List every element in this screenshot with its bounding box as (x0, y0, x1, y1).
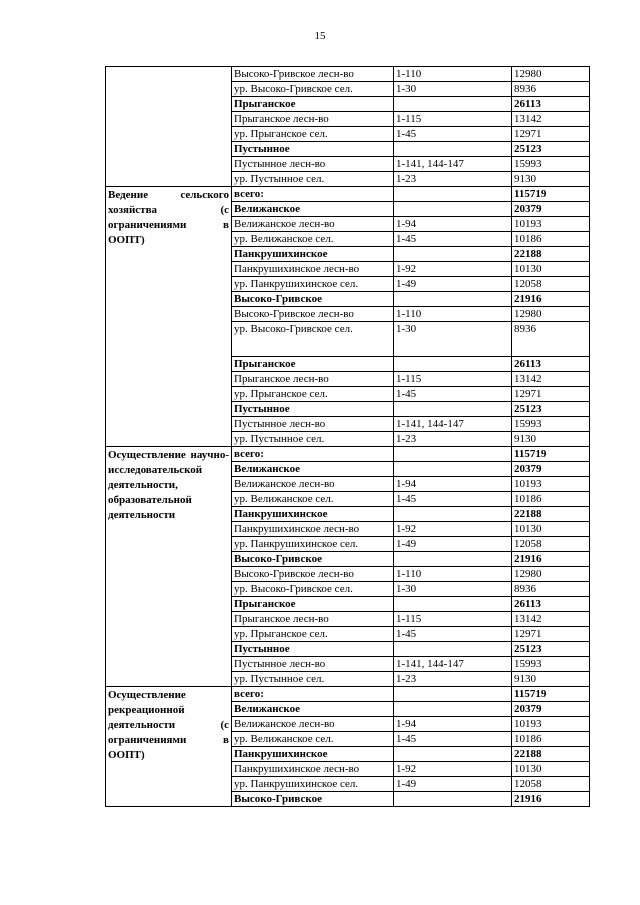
area-cell: 10193 (512, 477, 590, 492)
quarters-cell: 1-110 (394, 567, 512, 582)
territory-name-cell: Прыганское лесн-во (232, 112, 394, 127)
area-cell: 26113 (512, 97, 590, 112)
quarters-cell: 1-92 (394, 522, 512, 537)
territory-name-cell: Высоко-Гривское лесн-во (232, 67, 394, 82)
table-row (106, 67, 590, 82)
quarters-cell (394, 97, 512, 112)
quarters-cell (394, 597, 512, 612)
area-cell: 20379 (512, 702, 590, 717)
territory-name-cell: Прыганское лесн-во (232, 612, 394, 627)
area-cell: 25123 (512, 402, 590, 417)
quarters-cell (394, 642, 512, 657)
quarters-cell (394, 142, 512, 157)
area-cell: 8936 (512, 582, 590, 597)
territory-name-cell: Высоко-Гривское (232, 552, 394, 567)
territory-name-cell: ур. Пустынное сел. (232, 672, 394, 687)
area-cell: 20379 (512, 462, 590, 477)
territory-name-cell: Панкрушихинское (232, 747, 394, 762)
area-cell: 9130 (512, 432, 590, 447)
area-cell: 12980 (512, 307, 590, 322)
territory-name-cell: Велижанское лесн-во (232, 477, 394, 492)
territory-name-cell: ур. Высоко-Гривское сел. (232, 322, 394, 357)
territory-name-cell: Высоко-Гривское (232, 792, 394, 807)
territory-name-cell: Велижанское (232, 202, 394, 217)
quarters-cell: 1-110 (394, 67, 512, 82)
table-row (106, 687, 590, 702)
territory-name-cell: Панкрушихинское лесн-во (232, 262, 394, 277)
territory-name-cell: Велижанское лесн-во (232, 217, 394, 232)
quarters-cell (394, 747, 512, 762)
territory-name-cell: всего: (232, 687, 394, 702)
quarters-cell: 1-141, 144-147 (394, 417, 512, 432)
quarters-cell (394, 187, 512, 202)
area-cell: 21916 (512, 292, 590, 307)
territory-name-cell: Прыганское (232, 97, 394, 112)
quarters-cell: 1-45 (394, 127, 512, 142)
quarters-cell (394, 552, 512, 567)
quarters-cell: 1-141, 144-147 (394, 657, 512, 672)
quarters-cell: 1-49 (394, 777, 512, 792)
territory-name-cell: Пустынное лесн-во (232, 657, 394, 672)
area-cell: 13142 (512, 112, 590, 127)
activity-cell-continued (106, 67, 232, 187)
quarters-cell: 1-45 (394, 492, 512, 507)
area-cell: 10130 (512, 762, 590, 777)
area-cell: 22188 (512, 247, 590, 262)
area-cell: 8936 (512, 82, 590, 97)
territory-name-cell: Панкрушихинское лесн-во (232, 522, 394, 537)
territory-name-cell: Прыганское (232, 597, 394, 612)
area-cell: 22188 (512, 747, 590, 762)
quarters-cell (394, 292, 512, 307)
territory-name-cell: Пустынное лесн-во (232, 157, 394, 172)
area-cell: 12058 (512, 537, 590, 552)
area-cell: 10130 (512, 262, 590, 277)
area-cell: 9130 (512, 172, 590, 187)
area-cell: 10186 (512, 732, 590, 747)
area-cell: 12980 (512, 567, 590, 582)
quarters-cell: 1-30 (394, 322, 512, 357)
area-cell: 12058 (512, 277, 590, 292)
territory-name-cell: всего: (232, 447, 394, 462)
quarters-cell: 1-115 (394, 112, 512, 127)
territory-name-cell: ур. Высоко-Гривское сел. (232, 82, 394, 97)
quarters-cell: 1-49 (394, 537, 512, 552)
quarters-cell (394, 447, 512, 462)
quarters-cell (394, 247, 512, 262)
area-cell: 26113 (512, 597, 590, 612)
quarters-cell (394, 402, 512, 417)
area-cell: 12058 (512, 777, 590, 792)
area-cell: 21916 (512, 552, 590, 567)
area-cell: 13142 (512, 612, 590, 627)
territory-name-cell: Высоко-Гривское (232, 292, 394, 307)
territory-name-cell: Пустынное (232, 402, 394, 417)
territory-name-cell: ур. Прыганское сел. (232, 387, 394, 402)
territory-name-cell: ур. Панкрушихинское сел. (232, 277, 394, 292)
area-cell: 15993 (512, 417, 590, 432)
territory-name-cell: ур. Пустынное сел. (232, 172, 394, 187)
territory-name-cell: ур. Прыганское сел. (232, 127, 394, 142)
area-cell: 13142 (512, 372, 590, 387)
territory-name-cell: Велижанское (232, 462, 394, 477)
territory-name-cell: ур. Прыганское сел. (232, 627, 394, 642)
quarters-cell (394, 687, 512, 702)
area-cell: 10130 (512, 522, 590, 537)
table-row (106, 447, 590, 462)
quarters-cell: 1-49 (394, 277, 512, 292)
quarters-cell (394, 202, 512, 217)
quarters-cell (394, 702, 512, 717)
quarters-cell: 1-23 (394, 172, 512, 187)
quarters-cell: 1-45 (394, 627, 512, 642)
activity-cell: Ведение сельского хозяйства (с ограничениями в ООПТ) (106, 187, 232, 447)
area-cell: 21916 (512, 792, 590, 807)
territory-name-cell: ур. Панкрушихинское сел. (232, 537, 394, 552)
territory-name-cell: Прыганское лесн-во (232, 372, 394, 387)
quarters-cell: 1-45 (394, 387, 512, 402)
area-cell: 115719 (512, 447, 590, 462)
area-cell: 10186 (512, 492, 590, 507)
quarters-cell (394, 357, 512, 372)
quarters-cell: 1-115 (394, 612, 512, 627)
area-cell: 12971 (512, 627, 590, 642)
quarters-cell (394, 507, 512, 522)
quarters-cell: 1-94 (394, 217, 512, 232)
quarters-cell: 1-94 (394, 477, 512, 492)
quarters-cell (394, 792, 512, 807)
quarters-cell: 1-23 (394, 432, 512, 447)
territory-name-cell: Прыганское (232, 357, 394, 372)
quarters-cell: 1-23 (394, 672, 512, 687)
territory-name-cell: Панкрушихинское лесн-во (232, 762, 394, 777)
forestry-table-body (106, 67, 590, 807)
quarters-cell: 1-45 (394, 232, 512, 247)
quarters-cell: 1-30 (394, 582, 512, 597)
quarters-cell: 1-92 (394, 762, 512, 777)
area-cell: 25123 (512, 142, 590, 157)
territory-name-cell: Велижанское (232, 702, 394, 717)
area-cell: 10193 (512, 217, 590, 232)
area-cell: 8936 (512, 322, 590, 357)
area-cell: 115719 (512, 687, 590, 702)
area-cell: 12980 (512, 67, 590, 82)
territory-name-cell: ур. Велижанское сел. (232, 492, 394, 507)
quarters-cell: 1-45 (394, 732, 512, 747)
area-cell: 15993 (512, 657, 590, 672)
area-cell: 26113 (512, 357, 590, 372)
forestry-table (105, 66, 590, 807)
area-cell: 15993 (512, 157, 590, 172)
table-row (106, 187, 590, 202)
area-cell: 10186 (512, 232, 590, 247)
territory-name-cell: всего: (232, 187, 394, 202)
territory-name-cell: ур. Пустынное сел. (232, 432, 394, 447)
area-cell: 12971 (512, 127, 590, 142)
activity-cell: Осуществление научно-исследовательской деятельности, образовательной деятельности (106, 447, 232, 687)
quarters-cell (394, 462, 512, 477)
area-cell: 12971 (512, 387, 590, 402)
quarters-cell: 1-141, 144-147 (394, 157, 512, 172)
area-cell: 20379 (512, 202, 590, 217)
territory-name-cell: Высоко-Гривское лесн-во (232, 567, 394, 582)
territory-name-cell: Пустынное (232, 142, 394, 157)
quarters-cell: 1-92 (394, 262, 512, 277)
territory-name-cell: Велижанское лесн-во (232, 717, 394, 732)
activity-cell: Осуществление рекреационной деятельности (с ограничениями в ООПТ) (106, 687, 232, 807)
quarters-cell: 1-110 (394, 307, 512, 322)
area-cell: 22188 (512, 507, 590, 522)
territory-name-cell: Пустынное лесн-во (232, 417, 394, 432)
territory-name-cell: ур. Велижанское сел. (232, 232, 394, 247)
territory-name-cell: Высоко-Гривское лесн-во (232, 307, 394, 322)
area-cell: 115719 (512, 187, 590, 202)
area-cell: 25123 (512, 642, 590, 657)
territory-name-cell: Панкрушихинское (232, 507, 394, 522)
quarters-cell: 1-115 (394, 372, 512, 387)
quarters-cell: 1-30 (394, 82, 512, 97)
quarters-cell: 1-94 (394, 717, 512, 732)
area-cell: 10193 (512, 717, 590, 732)
area-cell: 9130 (512, 672, 590, 687)
territory-name-cell: Панкрушихинское (232, 247, 394, 262)
territory-name-cell: ур. Велижанское сел. (232, 732, 394, 747)
territory-name-cell: Пустынное (232, 642, 394, 657)
page-number: 15 (314, 30, 326, 42)
territory-name-cell: ур. Панкрушихинское сел. (232, 777, 394, 792)
territory-name-cell: ур. Высоко-Гривское сел. (232, 582, 394, 597)
